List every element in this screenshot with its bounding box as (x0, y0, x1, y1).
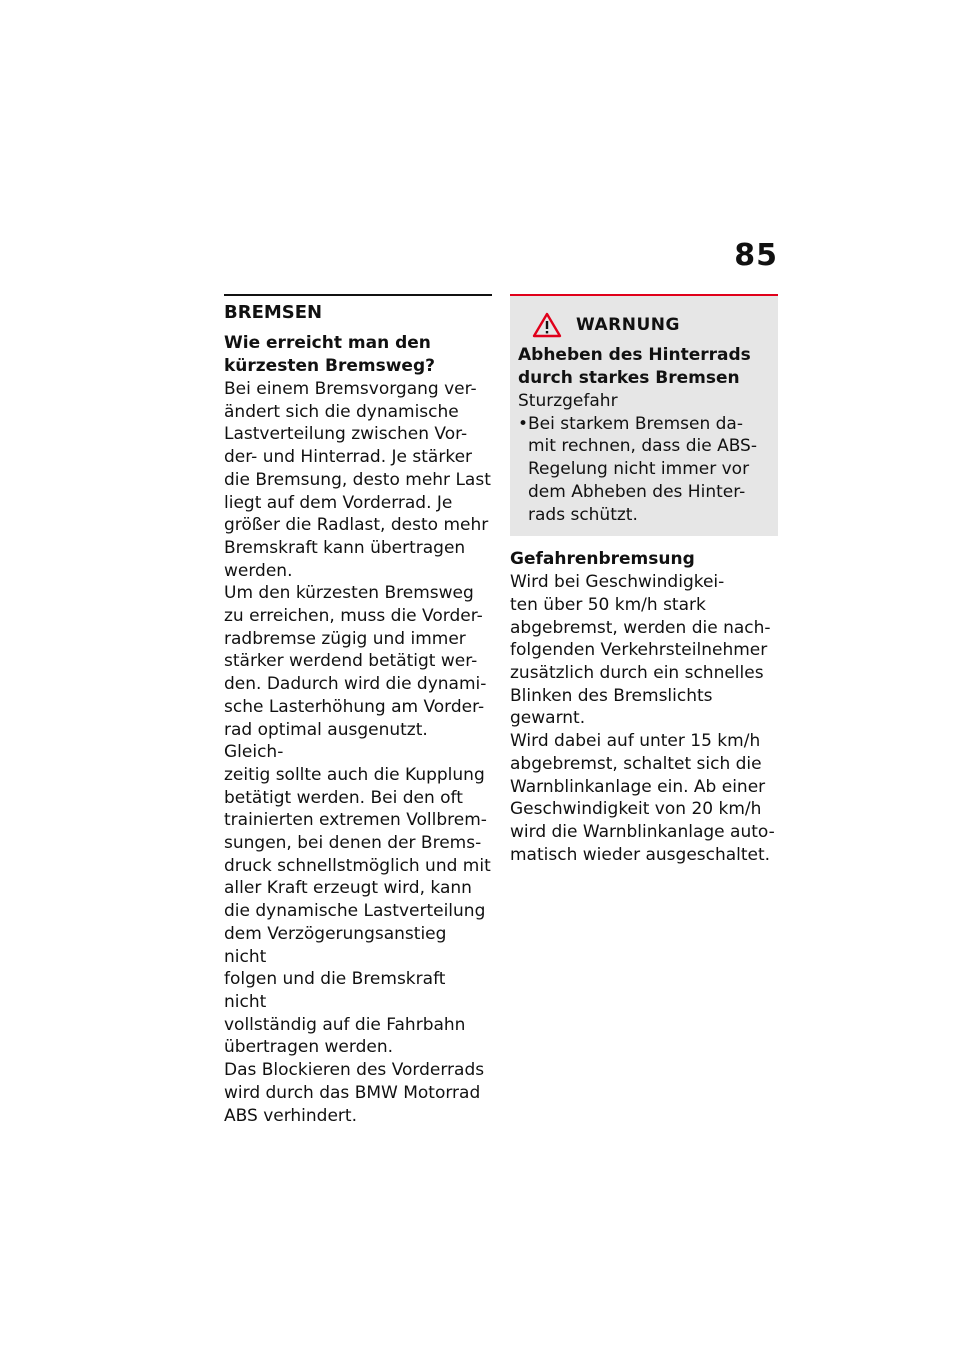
warning-title-line: Abheben des Hinterrads (518, 345, 751, 365)
subheading-line: kürzesten Bremsweg? (224, 356, 435, 376)
paragraph-hazard-lights (510, 730, 778, 866)
text-line: radbremse zügig und immer (224, 628, 466, 649)
warning-title (518, 344, 770, 390)
text-line: Bei einem Bremsvorgang ver- (224, 379, 477, 399)
text-line: sungen, bei denen der Brems- (224, 833, 482, 854)
text-line: wird die Warnblinkanlage auto- (510, 821, 775, 842)
text-line: folgen und die Bremskraft nicht (224, 969, 446, 1012)
page-number: 85 (734, 238, 778, 273)
text-line: Lastverteilung zwischen Vor- (224, 424, 468, 445)
text-line: Bremskraft kann übertragen (224, 537, 466, 558)
paragraph-shortest-braking (224, 582, 492, 1059)
warning-title-line: durch starkes Bremsen (518, 368, 740, 388)
warning-hazard: Sturzgefahr (518, 391, 618, 411)
warning-bullet-text (528, 413, 770, 527)
text-line: ABS verhindert. (224, 1105, 357, 1126)
text-line: der- und Hinterrad. Je stärker (224, 447, 473, 468)
text-line: Das Blockieren des Vorderrads (224, 1060, 485, 1081)
text-line: zeitig sollte auch die Kupplung (224, 764, 485, 785)
text-line: gewarnt. (510, 708, 586, 729)
text-line: dem Abheben des Hinter- (528, 481, 746, 502)
text-line: matisch wieder ausgeschaltet. (510, 844, 771, 865)
warning-bullet (518, 413, 770, 527)
right-column (510, 294, 778, 866)
text-line: Wird dabei auf unter 15 km/h (510, 731, 761, 752)
text-line: vollständig auf die Fahrbahn (224, 1014, 466, 1035)
text-line: Warnblinkanlage ein. Ab einer (510, 776, 766, 797)
text-line: zu erreichen, muss die Vorder- (224, 606, 483, 627)
paragraph-load-distribution (224, 378, 492, 582)
text-line: Bei starkem Bremsen da- (528, 413, 743, 434)
warning-triangle-icon (532, 312, 562, 338)
text-line: abgebremst, schaltet sich die (510, 753, 762, 774)
text-line: stärker werdend betätigt wer- (224, 651, 478, 672)
text-line: trainierten extremen Vollbrem- (224, 810, 487, 831)
text-line: die dynamische Lastverteilung (224, 901, 486, 922)
emergency-brake-heading: Gefahrenbremsung (510, 549, 695, 570)
text-line: betätigt werden. Bei den oft (224, 787, 463, 808)
text-line: Regelung nicht immer vor (528, 459, 750, 480)
left-column (224, 294, 492, 1127)
bullet-dot-icon: • (518, 413, 529, 434)
text-line: dem Verzögerungsanstieg nicht (224, 923, 447, 967)
section-rule (224, 294, 492, 296)
subheading-line: Wie erreicht man den (224, 333, 431, 353)
text-line: die Bremsung, desto mehr Last (224, 469, 491, 490)
text-line: folgenden Verkehrsteilnehmer (510, 640, 768, 661)
text-line: größer die Radlast, desto mehr (224, 515, 489, 536)
text-line: rads schützt. (528, 504, 638, 525)
text-line: Um den kürzesten Bremsweg (224, 583, 474, 604)
text-line: abgebremst, werden die nach- (510, 617, 771, 638)
text-line: werden. (224, 560, 293, 581)
text-line: aller Kraft erzeugt wird, kann (224, 878, 472, 899)
text-line: mit rechnen, dass die ABS- (528, 436, 757, 457)
text-line: zusätzlich durch ein schnelles (510, 663, 764, 684)
text-line: druck schnellstmöglich und mit (224, 855, 491, 876)
paragraph-emergency-brake (510, 571, 778, 730)
subheading (224, 332, 492, 378)
text-line: den. Dadurch wird die dynami- (224, 674, 487, 695)
warning-box (510, 294, 778, 536)
text-line: Wird bei Geschwindigkei- (510, 572, 725, 593)
text-line: ändert sich die dynamische (224, 401, 459, 422)
text-line: liegt auf dem Vorderrad. Je (224, 492, 453, 513)
warning-label: WARNUNG (576, 315, 680, 335)
text-line: sche Lasterhöhung am Vorder- (224, 696, 485, 717)
text-line: Geschwindigkeit von 20 km/h (510, 799, 762, 820)
text-line: Blinken des Bremslichts (510, 685, 713, 706)
text-line: ten über 50 km/h stark (510, 594, 706, 615)
text-line: wird durch das BMW Motorrad (224, 1082, 481, 1103)
section-title: BREMSEN (224, 302, 323, 323)
text-line: übertragen werden. (224, 1037, 393, 1058)
paragraph-abs (224, 1059, 492, 1127)
text-line: rad optimal ausgenutzt. Gleich- (224, 719, 428, 763)
warning-header (532, 312, 770, 338)
